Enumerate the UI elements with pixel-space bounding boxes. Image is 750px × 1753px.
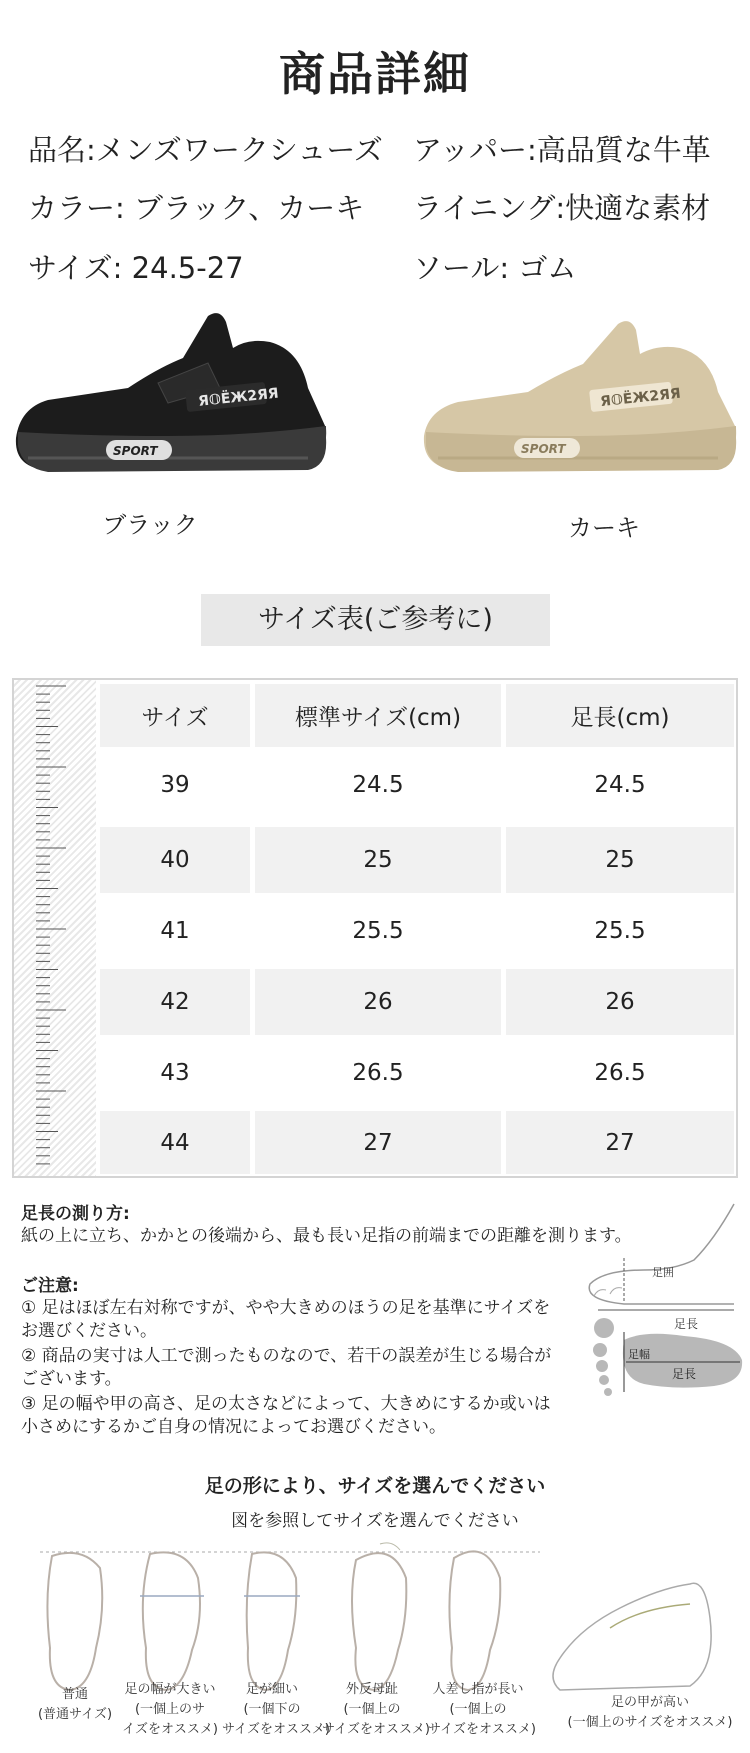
- foot-caption-line: (一個下の: [243, 1702, 301, 1717]
- note-line: ございます。: [21, 1369, 122, 1389]
- black-sneaker-image: [8, 308, 328, 488]
- table-cell: 24.5: [352, 772, 404, 798]
- note-line: 小さめにするかご自身の情况によってお選びください。: [21, 1417, 446, 1437]
- foot-shapes-subheading: 図を参照してサイズを選んでください: [231, 1511, 519, 1531]
- diagram-label-length-sole: 足長: [672, 1367, 697, 1381]
- table-cell: 26.5: [594, 1060, 646, 1086]
- foot-caption-line: (一個上の: [343, 1702, 401, 1717]
- size-table-heading: サイズ表(ご参考に): [201, 594, 550, 646]
- note-line: お選びください。: [21, 1321, 157, 1341]
- foot-caption-line: 普通: [61, 1687, 88, 1702]
- khaki-sneaker-logo-text: SPORT: [521, 442, 566, 456]
- table-cell: 25: [506, 827, 734, 893]
- foot-caption-line: サイズをオススメ): [322, 1722, 430, 1737]
- khaki-sneaker-badge-text: Я𝕆ЁЖ2ЯЯ: [599, 385, 682, 411]
- diagram-label-width: 足幅: [628, 1348, 650, 1361]
- table-cell: 26.5: [352, 1060, 404, 1086]
- foot-caption-line: 外反母趾: [345, 1682, 398, 1697]
- foot-caption-line: イズをオススメ): [122, 1722, 218, 1737]
- table-cell: 25: [255, 827, 501, 893]
- measure-text: 紙の上に立ち、かかとの後端から、最も長い足指の前端までの距離を測ります。: [21, 1226, 632, 1246]
- table-cell: 42: [100, 969, 250, 1035]
- spec-name: 品名:メンズワークシューズ: [28, 133, 383, 167]
- color-label-black: ブラック: [102, 511, 198, 539]
- table-cell: 43: [160, 1060, 190, 1086]
- foot-caption-line: (一個上の: [449, 1702, 507, 1717]
- foot-caption-line: 足の甲が高い: [610, 1695, 689, 1710]
- table-cell: 24.5: [594, 772, 646, 798]
- black-sneaker-logo-text: SPORT: [113, 444, 158, 458]
- table-cell: 26: [506, 969, 734, 1035]
- foot-shapes-heading: 足の形により、サイズを選んでください: [204, 1475, 546, 1497]
- col-header-size: サイズ: [100, 684, 250, 747]
- note-line: ② 商品の実寸は人工で測ったものなので、若干の誤差が生じる場合が: [21, 1346, 552, 1366]
- spec-color: カラー: ブラック、カーキ: [28, 191, 365, 225]
- black-sneaker-badge-text: Я𝕆ЁЖ2ЯЯ: [197, 385, 280, 410]
- measure-heading: 足長の測り方:: [21, 1204, 130, 1224]
- spec-lining: ライニング:快適な素材: [413, 191, 711, 225]
- color-label-khaki: カーキ: [568, 514, 640, 542]
- ruler-ticks: [14, 680, 96, 1176]
- table-cell: 41: [160, 918, 190, 944]
- foot-caption-line: 足が細い: [245, 1682, 298, 1697]
- foot-caption-line: サイズをオススメ): [222, 1722, 330, 1737]
- table-cell: 25.5: [352, 918, 404, 944]
- table-cell: 27: [255, 1111, 501, 1174]
- table-cell: 39: [160, 772, 190, 798]
- table-cell: 40: [100, 827, 250, 893]
- table-cell: 44: [100, 1111, 250, 1174]
- spec-sole: ソール: ゴム: [413, 251, 577, 285]
- foot-caption-line: (一個上のサ: [134, 1702, 206, 1717]
- khaki-sneaker-image: [418, 318, 740, 488]
- col-header-foot-length: 足長(cm): [506, 684, 734, 747]
- table-cell: 27: [506, 1111, 734, 1174]
- note-line: ③ 足の幅や甲の高さ、足の太さなどによって、大きめにするか或いは: [21, 1394, 551, 1414]
- diagram-label-girth: 足囲: [652, 1266, 674, 1279]
- foot-caption-line: 足の幅が大きい: [124, 1682, 216, 1697]
- spec-upper: アッパー:高品質な牛革: [413, 133, 711, 167]
- foot-caption-line: 人差し指が長い: [432, 1682, 524, 1697]
- col-header-standard: 標準サイズ(cm): [255, 684, 501, 747]
- foot-shapes-illustration: [0, 1538, 750, 1698]
- spec-size: サイズ: 24.5-27: [28, 251, 244, 285]
- table-cell: 25.5: [594, 918, 646, 944]
- foot-caption-line: サイズをオススメ): [428, 1722, 536, 1737]
- diagram-label-length-side: 足長: [674, 1317, 699, 1331]
- foot-measure-diagram: [584, 1200, 746, 1420]
- notes-heading: ご注意:: [21, 1276, 79, 1296]
- note-line: ① 足はほぼ左右対称ですが、やや大きめのほうの足を基準にサイズを: [21, 1298, 551, 1318]
- foot-caption-line: (一個上のサイズをオススメ): [567, 1715, 733, 1730]
- foot-caption-line: (普通サイズ): [37, 1707, 113, 1722]
- table-cell: 26: [255, 969, 501, 1035]
- page-title: 商品詳細: [279, 47, 471, 101]
- ruler-graphic: [14, 680, 96, 1176]
